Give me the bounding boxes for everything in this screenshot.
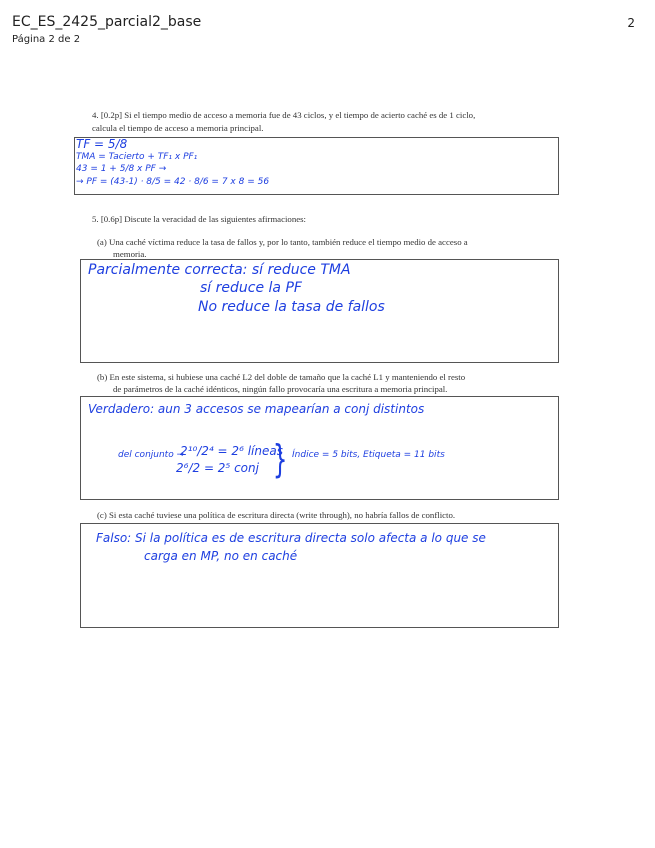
curly-brace-icon: } [272, 437, 288, 481]
answer-4-line1: TF = 5/8 [76, 137, 128, 151]
question-5b-label: (b) [97, 372, 108, 382]
answer-5c-line2: carga en MP, no en caché [144, 549, 298, 563]
answer-5b-line2-label: del conjunto → [118, 450, 185, 460]
question-5a-text-line1: Una caché víctima reduce la tasa de fallos y, por lo tanto, también reduce el tiempo medio de acceso a [108, 237, 468, 247]
question-5a [97, 237, 552, 248]
answer-5a-line3: No reduce la tasa de fallos [198, 299, 385, 315]
answer-5a-line1: Parcialmente correcta: sí reduce TMA [88, 262, 351, 278]
answer-5a-line2: sí reduce la PF [200, 280, 302, 296]
question-5-intro: [0.6p] Discute la veracidad de las siguientes afirmaciones: [100, 214, 306, 224]
question-5a-text-line2: memoria. [113, 249, 147, 259]
page-indicator: Página 2 de 2 [12, 34, 81, 45]
question-4-text-line1: [0.2p] Si el tiempo medio de acceso a memoria fue de 43 ciclos, y el tiempo de acierto caché es de 1 ciclo, [100, 110, 476, 120]
document-title: EC_ES_2425_parcial2_base [12, 14, 202, 30]
answer-5b-line1: Verdadero: aun 3 accesos se mapearían a conj distintos [88, 402, 425, 416]
question-5c-text-line1: Si esta caché tuviese una política de escritura directa (write through), no habría fallos de conflicto. [108, 510, 456, 520]
question-4-number: 4. [92, 110, 99, 120]
question-4 [92, 110, 552, 121]
question-5b-text-line2: de parámetros de la caché idénticos, ningún fallo provocaría una escritura a memoria principal. [113, 384, 448, 394]
answer-4-line3: 43 = 1 + 5/8 x PF → [76, 164, 167, 174]
answer-5c-line1: Falso: Si la política es de escritura directa solo afecta a lo que se [96, 531, 486, 545]
page-number: 2 [627, 16, 635, 30]
question-5-number: 5. [92, 214, 99, 224]
question-5c [97, 510, 552, 521]
question-4-text-line2: calcula el tiempo de acceso a memoria principal. [92, 123, 264, 133]
question-5 [92, 214, 552, 225]
answer-4-line4: → PF = (43-1) · 8/5 = 42 · 8/6 = 7 x 8 = 56 [76, 177, 270, 187]
question-5a-label: (a) [97, 237, 107, 247]
question-5b-text-line1: En este sistema, si hubiese una caché L2 del doble de tamaño que la caché L1 y manteniendo el resto [109, 372, 466, 382]
answer-5b-line4: Índice = 5 bits, Etiqueta = 11 bits [292, 450, 445, 460]
answer-5b-line2-expr: 2¹⁰/2⁴ = 2⁶ líneas [180, 444, 283, 458]
answer-5b-line3-expr: 2⁶/2 = 2⁵ conj [176, 461, 259, 475]
answer-4-line2: TMA = Tacierto + TF₁ x PF₁ [76, 152, 198, 162]
question-5c-label: (c) [97, 510, 107, 520]
question-5b [97, 372, 552, 383]
